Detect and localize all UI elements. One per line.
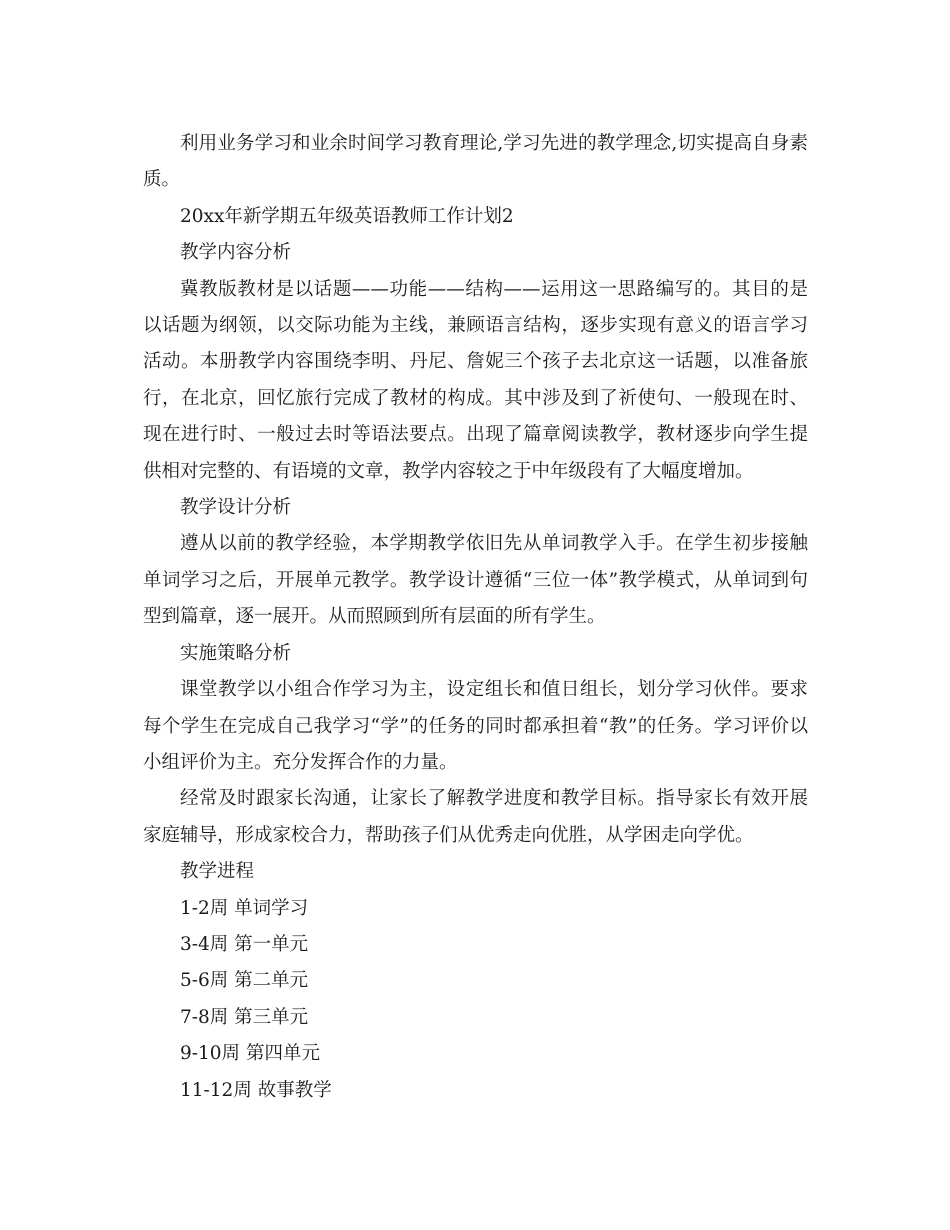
schedule-item: 3-4周 第一单元 [180,933,309,955]
body-paragraph: 课堂教学以小组合作学习为主，设定组长和值日组长，划分学习伙伴。要求每个学生在完成自己我学习“学”的任务的同时都承担着“教”的任务。学习评价以小组评价为主。充分发挥合作的力量。 [143,679,808,773]
document-title: 20xx年新学期五年级英语教师工作计划2 [180,205,514,227]
schedule-item: 1-2周 单词学习 [180,897,309,919]
schedule-item: 5-6周 第二单元 [180,970,309,992]
body-paragraph: 经常及时跟家长沟通，让家长了解教学进度和教学目标。指导家长有效开展家庭辅导，形成家校合力，帮助孩子们从优秀走向优胜，从学困走向学优。 [143,788,808,846]
body-paragraph: 遵从以前的教学经验，本学期教学依旧先从单词教学入手。在学生初步接触单词学习之后，开展单元教学。教学设计遵循“三位一体”教学模式，从单词到句型到篇章，逐一展开。从而照顾到所有层面的所有学生。 [143,533,808,628]
schedule-item: 7-8周 第三单元 [180,1006,309,1028]
section-heading-design-analysis: 教学设计分析 [180,497,292,519]
schedule-item: 9-10周 第四单元 [180,1043,320,1065]
body-paragraph: 利用业务学习和业余时间学习教育理论,学习先进的教学理念,切实提高自身素质。 [143,133,808,191]
schedule-item: 11-12周 故事教学 [180,1079,332,1101]
section-heading-progress: 教学进程 [180,861,255,883]
body-paragraph: 冀教版教材是以话题——功能——结构——运用这一思路编写的。其目的是以话题为纲领，以交际功能为主线，兼顾语言结构，逐步实现有意义的语言学习活动。本册教学内容围绕李明、丹尼、詹妮三个孩子去北京这一话题，以准备旅行，在北京，回忆旅行完成了教材的构成。其中涉及到了祈使句、一般现在时、现在进行时、一般过去时等语法要点。出现了篇章阅读教学，教材逐步向学生提供相对完整的、有语境的文章，教学内容较之于中年级段有了大幅度增加。 [143,278,808,482]
document-body [143,126,808,1109]
section-heading-content-analysis: 教学内容分析 [180,242,292,264]
section-heading-strategy-analysis: 实施策略分析 [180,642,292,664]
